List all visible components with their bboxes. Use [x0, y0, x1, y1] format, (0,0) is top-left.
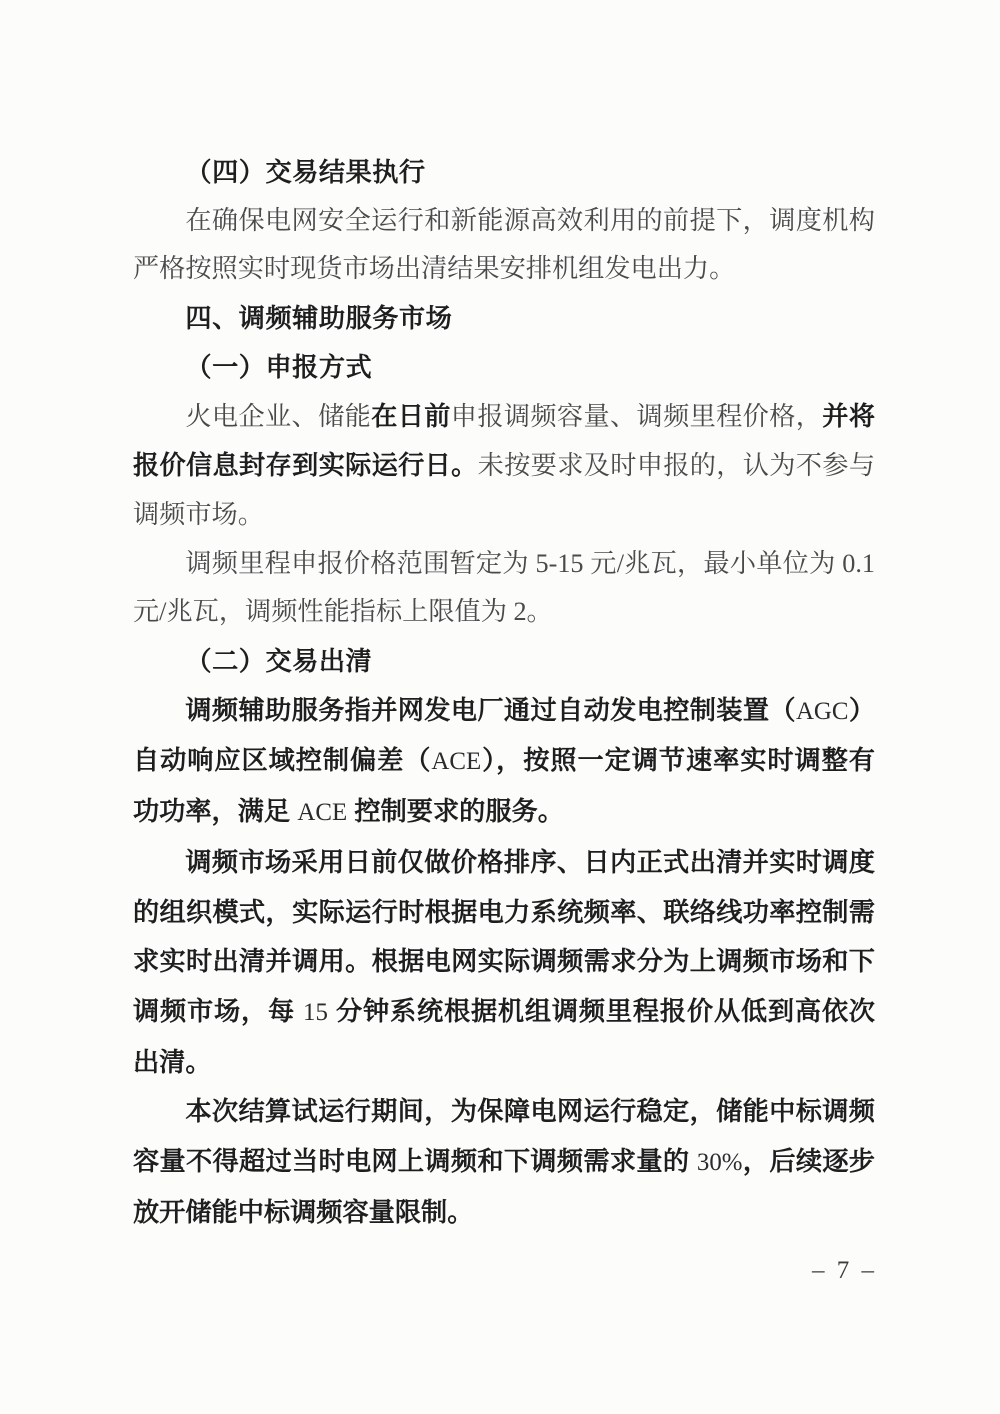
- text-run-song: 调频里程申报价格范围暂定为 5-15 元/兆瓦，最小单位为 0.1 元/兆瓦，调频性能指标上限值为 2。: [133, 548, 875, 627]
- paragraph: [133, 838, 875, 1088]
- text-run-song: 未按要求及时申报的，认为不参与调频市场。: [133, 451, 876, 529]
- text-run-song: 火电企业、储能: [185, 401, 372, 431]
- text-run-hei: 调频辅助服务指并网发电厂通过自动发电控制装置（: [185, 694, 796, 725]
- page-number: – 7 –: [812, 1257, 877, 1284]
- text-run-hei: 并将报价信息封存到实际运行日。: [133, 400, 876, 481]
- text-run-latin: 30%: [696, 1149, 743, 1177]
- section-heading: [133, 148, 875, 197]
- text-run-hei: 本次结算试运行期间，为保障电网运行稳定，储能中标调频容量不得超过当时电网上调频和下调频需求量的: [133, 1096, 875, 1177]
- text-run-hei: ），按照一定调节速率实时调整有功功率，满足: [133, 745, 875, 827]
- text-run-hei: 在日前: [371, 400, 451, 431]
- text-run-latin: ACE: [297, 799, 348, 827]
- paragraph: [133, 540, 875, 637]
- text-run-hei: （二）交易出清: [185, 646, 373, 677]
- text-run-hei: 四、调频辅助服务市场: [185, 303, 453, 334]
- text-run-song: 在确保电网安全运行和新能源高效利用的前提下，调度机构严格按照实时现货市场出清结果安排机组发电出力。: [133, 205, 875, 284]
- document-content: [133, 148, 875, 1237]
- paragraph: [133, 686, 875, 838]
- text-run-hei: ）自动响应区域控制偏差（: [133, 694, 876, 776]
- paragraph: [133, 392, 875, 540]
- text-run-latin: ACE: [431, 748, 482, 776]
- text-run-song: 申报调频容量、调频里程价格，: [450, 401, 823, 431]
- paragraph: [133, 197, 875, 294]
- section-heading: [133, 294, 875, 343]
- text-run-hei: （一）申报方式: [185, 351, 373, 382]
- text-run-latin: 15: [303, 998, 328, 1026]
- text-run-hei: 分钟系统根据机组调频里程报价从低到高依次出清。: [133, 995, 875, 1077]
- page-footer: [812, 1257, 877, 1285]
- text-run-hei: 调频市场采用日前仅做价格排序、日内正式出清并实时调度的组织模式，实际运行时根据电力系统频率、联络线功率控制需求实时出清并调用。根据电网实际调频需求分为上调频市场和下调频市场，每: [133, 846, 875, 1026]
- paragraph: [133, 1087, 875, 1237]
- section-heading: [133, 343, 875, 392]
- text-run-latin: AGC: [795, 697, 849, 725]
- text-run-hei: 控制要求的服务。: [347, 796, 564, 827]
- text-run-hei: ，后续逐步放开储能中标调频容量限制。: [133, 1146, 875, 1227]
- section-heading: [133, 637, 875, 686]
- text-run-hei: （四）交易结果执行: [185, 157, 426, 187]
